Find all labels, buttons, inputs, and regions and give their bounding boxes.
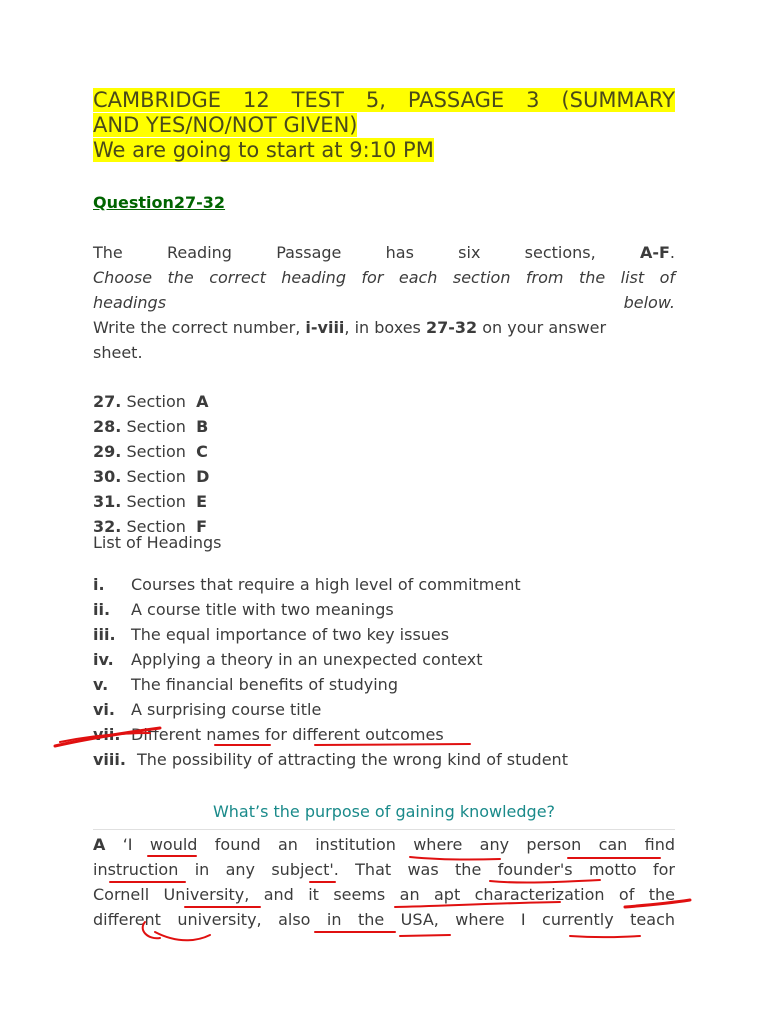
- passage-line: instruction in any subject'. That was the founder's motto for: [93, 860, 675, 879]
- underline-mark: [570, 936, 640, 937]
- passage-line: Cornell University, and it seems an apt characterization of the: [93, 885, 675, 904]
- heading-item: viii. The possibility of attracting the wrong kind of student: [93, 750, 568, 769]
- title-line-2: AND YES/NO/NOT GIVEN): [93, 113, 358, 137]
- start-time: We are going to start at 9:10 PM: [93, 138, 434, 162]
- list-of-headings-title: List of Headings: [93, 533, 222, 552]
- section-row: 31. Section E: [93, 492, 207, 511]
- passage-subtitle: What’s the purpose of gaining knowledge?: [212, 802, 556, 821]
- section-row: 27. Section A: [93, 392, 209, 411]
- heading-item: i. Courses that require a high level of commitment: [93, 575, 521, 594]
- question-title: Question27-32: [93, 193, 226, 212]
- heading-item: v. The financial benefits of studying: [93, 675, 398, 694]
- intro-line: The Reading Passage has six sections, A-F.: [93, 243, 675, 262]
- heading-item: vi. A surprising course title: [93, 700, 322, 719]
- passage-line: different university, also in the USA, where I currently teach: [93, 910, 675, 929]
- section-row: 29. Section C: [93, 442, 208, 461]
- section-list: [93, 389, 209, 539]
- title-block: [93, 88, 675, 163]
- passage-line: A ‘I would found an institution where any person can find: [93, 835, 676, 854]
- heading-item: iii. The equal importance of two key issues: [93, 625, 450, 644]
- write-line-2: sheet.: [93, 343, 143, 362]
- heading-item: ii. A course title with two meanings: [93, 600, 394, 619]
- choose-line-1: Choose the correct heading for each section from the list of: [93, 268, 675, 287]
- headings-list: [93, 572, 675, 772]
- section-row: 32. Section F: [93, 517, 207, 536]
- underline-mark: [400, 935, 450, 936]
- underline-mark: [155, 932, 210, 940]
- write-line: Write the correct number, i-viii, in boxes 27-32 on your answer: [93, 318, 607, 337]
- choose-line-2: headings below.: [93, 293, 675, 312]
- title-line-1: CAMBRIDGE 12 TEST 5, PASSAGE 3 (SUMMARY: [93, 88, 675, 112]
- divider: [93, 829, 675, 830]
- section-row: 28. Section B: [93, 417, 209, 436]
- heading-item: vii. Different names for different outcomes: [93, 725, 444, 744]
- section-row: 30. Section D: [93, 467, 210, 486]
- heading-item: iv. Applying a theory in an unexpected context: [93, 650, 483, 669]
- instructions: [93, 240, 675, 365]
- passage-paragraph: [93, 832, 675, 932]
